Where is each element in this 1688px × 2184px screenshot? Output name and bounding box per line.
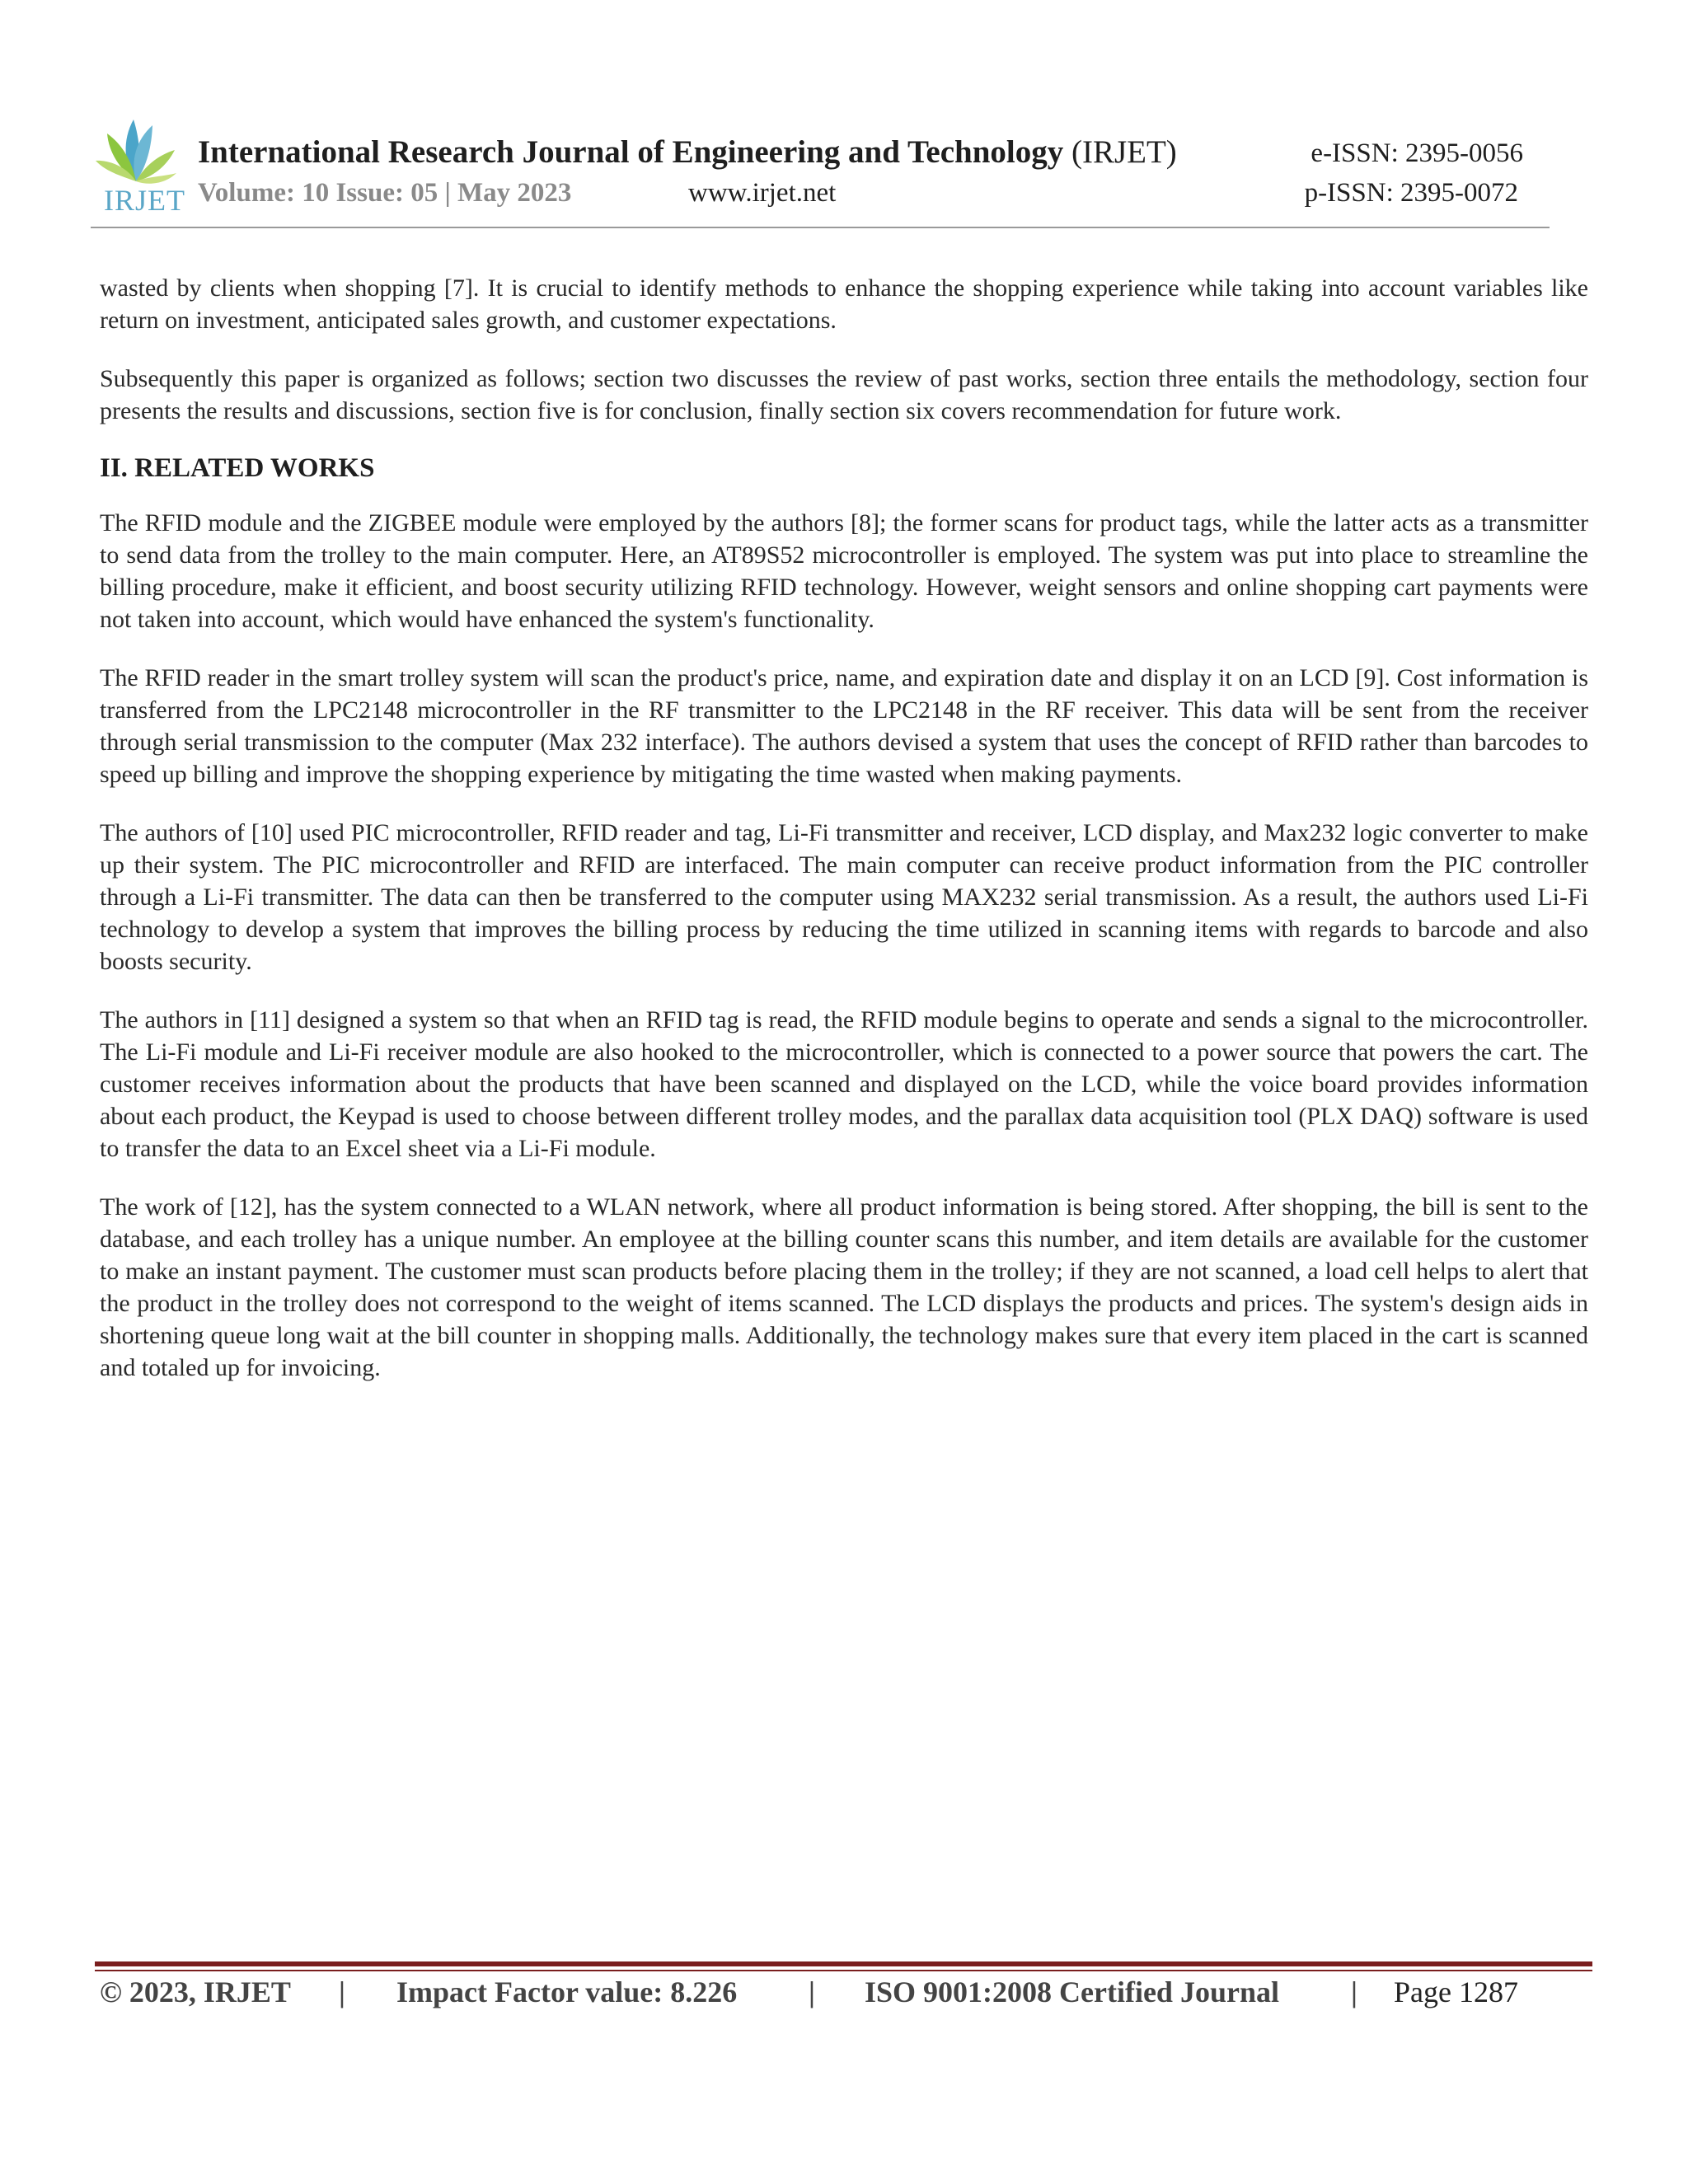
irjet-logo [91,115,185,217]
section-heading-related-works: II. RELATED WORKS [100,453,375,483]
page-footer [100,1975,1588,2024]
footer-separator: | [339,1975,345,2008]
logo-text: IRJET [104,184,185,217]
paragraph-ref-9: The RFID reader in the smart trolley system will scan the product's price, name, and expiration date and display it on an LCD [9]. Cost information is transferred from the LPC2148 microcontroller in the RF transmitter to the LPC2148 in the RF receiver. This data will be sent from the receiver through serial transmission to the computer (Max 232 interface). The authors devised a system that uses the concept of RFID rather than barcodes to speed up billing and improve the shopping experience by mitigating the time wasted when making payments. [100,664,1588,788]
logo-leaves-icon [91,115,181,190]
page-header [91,115,1550,231]
website-link[interactable]: www.irjet.net [688,178,837,208]
footer-separator: | [809,1975,815,2008]
p-issn: p-ISSN: 2395-0072 [1304,178,1518,208]
footer-page-number: Page 1287 [1394,1975,1518,2008]
volume-issue: Volume: 10 Issue: 05 | May 2023 [198,178,572,208]
paragraph-ref-11: The authors in [11] designed a system so that when an RFID tag is read, the RFID module begins to operate and sends a signal to the microcontroller. The Li-Fi module and Li-Fi receiver module are also hooked to the microcontroller, which is connected to a power source that powers the cart. The customer receives information about the products that have been scanned and displayed on the LCD, while the voice board provides information about each product, the Keypad is used to choose between different trolley modes, and the parallax data acquisition tool (PLX DAQ) software is used to transfer the data to an Excel sheet via a Li-Fi module. [100,1006,1588,1162]
header-divider [91,227,1550,228]
paragraph-ref-10: The authors of [10] used PIC microcontroller, RFID reader and tag, Li-Fi transmitter and receiver, LCD display, and Max232 logic converter to make up their system. The PIC microcontroller and RFID are interfaced. The main computer can receive product information from the PIC controller through a Li-Fi transmitter. The data can then be transferred to the computer using MAX232 serial transmission. As a result, the authors used Li-Fi technology to develop a system that improves the billing process by reducing the time utilized in scanning items with regards to barcode and also boosts security. [100,819,1588,975]
journal-title-text: International Research Journal of Engineering and Technology [198,134,1064,170]
footer-copyright: © 2023, IRJET [100,1975,291,2008]
paragraph-organization: Subsequently this paper is organized as follows; section two discusses the review of past works, section three entails the methodology, section four presents the results and discussions, section five is for conclusion, finally section six covers recommendation for future work. [100,365,1588,424]
paragraph-ref-8: The RFID module and the ZIGBEE module were employed by the authors [8]; the former scans for product tags, while the latter acts as a transmitter to send data from the trolley to the main computer. Here, an AT89S52 microcontroller is employed. The system was put into place to streamline the billing procedure, make it efficient, and boost security utilizing RFID technology. However, weight sensors and online shopping cart payments were not taken into account, which would have enhanced the system's functionality. [100,509,1588,633]
journal-abbreviation: (IRJET) [1071,134,1177,170]
footer-divider-thick [95,1961,1592,1966]
paragraph-intro-continued: wasted by clients when shopping [7]. It is crucial to identify methods to enhance the shopping experience while taking into account variables like return on investment, anticipated sales growth, and customer expectations. [100,274,1588,334]
footer-impact-factor: Impact Factor value: 8.226 [396,1975,738,2008]
journal-title [198,134,1177,171]
footer-divider-thin [95,1970,1592,1971]
paragraph-ref-12: The work of [12], has the system connected to a WLAN network, where all product information is being stored. After shopping, the bill is sent to the database, and each trolley has a unique number. An employee at the billing counter scans this number, and item details are available for the customer to make an instant payment. The customer must scan products before placing them in the trolley; if they are not scanned, a load cell helps to alert that the product in the trolley does not correspond to the weight of items scanned. The LCD displays the products and prices. The system's design aids in shortening queue long wait at the bill counter in shopping malls. Additionally, the technology makes sure that every item placed in the cart is scanned and totaled up for invoicing. [100,1193,1588,1381]
e-issn: e-ISSN: 2395-0056 [1311,138,1523,168]
article-body [100,272,1588,1410]
footer-separator: | [1351,1975,1357,2008]
footer-iso-certification: ISO 9001:2008 Certified Journal [865,1975,1279,2008]
